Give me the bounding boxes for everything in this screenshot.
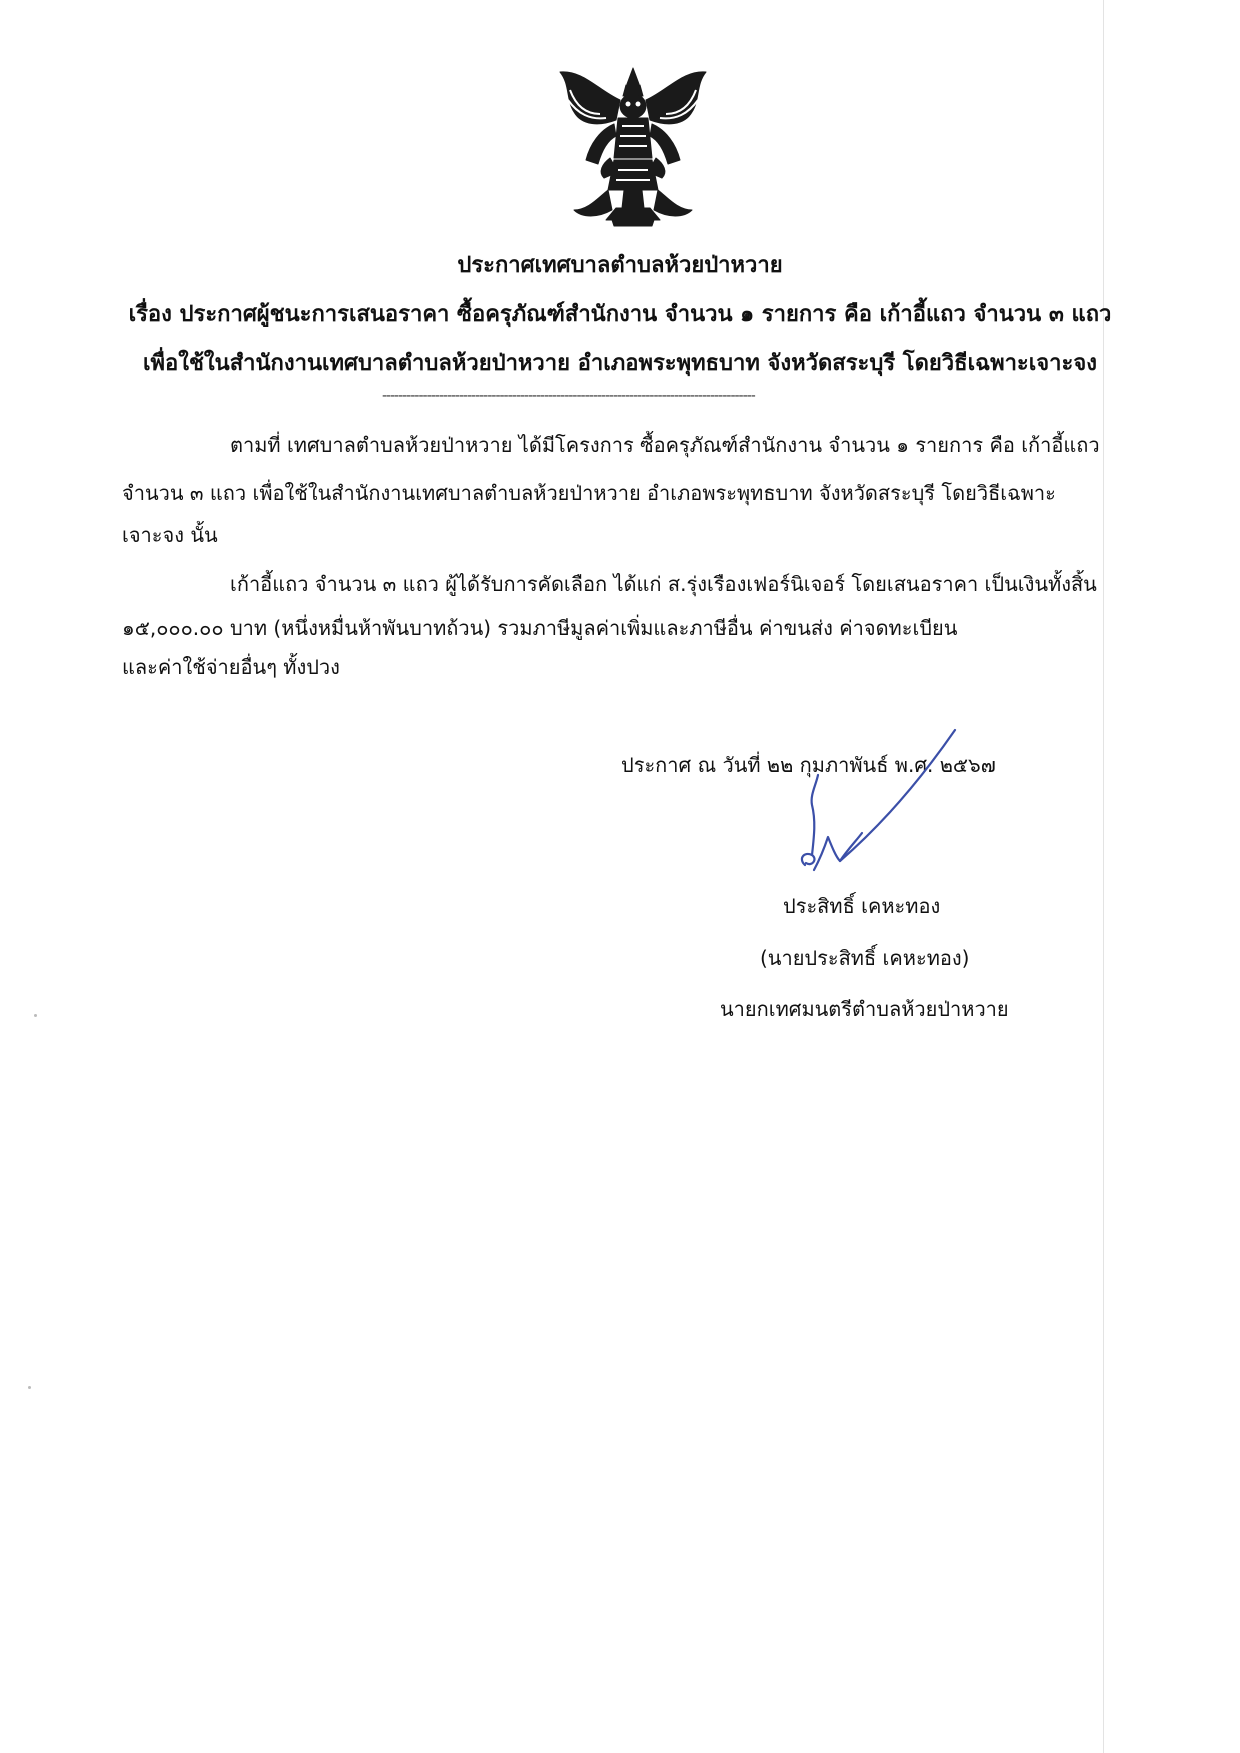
announcement-date: ประกาศ ณ วันที่ ๒๒ กุมภาพันธ์ พ.ศ. ๒๕๖๗ xyxy=(621,753,996,777)
signatory-position: นายกเทศมนตรีตำบลห้วยป่าหวาย xyxy=(720,997,1009,1021)
scan-speck xyxy=(34,1014,37,1017)
signatory-full-name: (นายประสิทธิ์ เคหะทอง) xyxy=(760,946,970,970)
paragraph-2-line-1: เก้าอี้แถว จำนวน ๓ แถว ผู้ได้รับการคัดเลือก ได้แก่ ส.รุ่งเรืองเฟอร์นิเจอร์ โดยเสนอราคา เป็นเงินทั้งสิ้น xyxy=(230,572,1097,596)
subject-line-1: เรื่อง ประกาศผู้ชนะการเสนอราคา ซื้อครุภัณฑ์สำนักงาน จำนวน ๑ รายการ คือ เก้าอี้แถว จำนวน ๓ แถว xyxy=(128,302,1112,327)
paragraph-1-line-3: เจาะจง นั้น xyxy=(122,523,218,547)
paragraph-2-line-3: และค่าใช้จ่ายอื่นๆ ทั้งปวง xyxy=(122,655,340,679)
separator-line: -------------------------------------------------------------------------------------------- xyxy=(382,388,755,404)
garuda-emblem-icon xyxy=(548,60,718,230)
announcement-title: ประกาศเทศบาลตำบลห้วยป่าหวาย xyxy=(457,253,783,278)
paragraph-2-line-2: ๑๕,๐๐๐.๐๐ บาท (หนึ่งหมื่นห้าพันบาทถ้วน) รวมภาษีมูลค่าเพิ่มและภาษีอื่น ค่าขนส่ง ค่าจดทะเบียน xyxy=(122,616,958,640)
scan-speck xyxy=(28,1386,31,1389)
signatory-name: ประสิทธิ์ เคหะทอง xyxy=(783,894,941,918)
paragraph-1-line-2: จำนวน ๓ แถว เพื่อใช้ในสำนักงานเทศบาลตำบลห้วยป่าหวาย อำเภอพระพุทธบาท จังหวัดสระบุรี โดยวิธีเฉพาะ xyxy=(122,481,1056,505)
handwritten-signature xyxy=(770,725,970,895)
subject-line-2: เพื่อใช้ในสำนักงานเทศบาลตำบลห้วยป่าหวาย อำเภอพระพุทธบาท จังหวัดสระบุรี โดยวิธีเฉพาะเจาะจง xyxy=(143,351,1097,376)
paragraph-1-line-1: ตามที่ เทศบาลตำบลห้วยป่าหวาย ได้มีโครงการ ซื้อครุภัณฑ์สำนักงาน จำนวน ๑ รายการ คือ เก้าอี้แถว xyxy=(230,433,1100,457)
